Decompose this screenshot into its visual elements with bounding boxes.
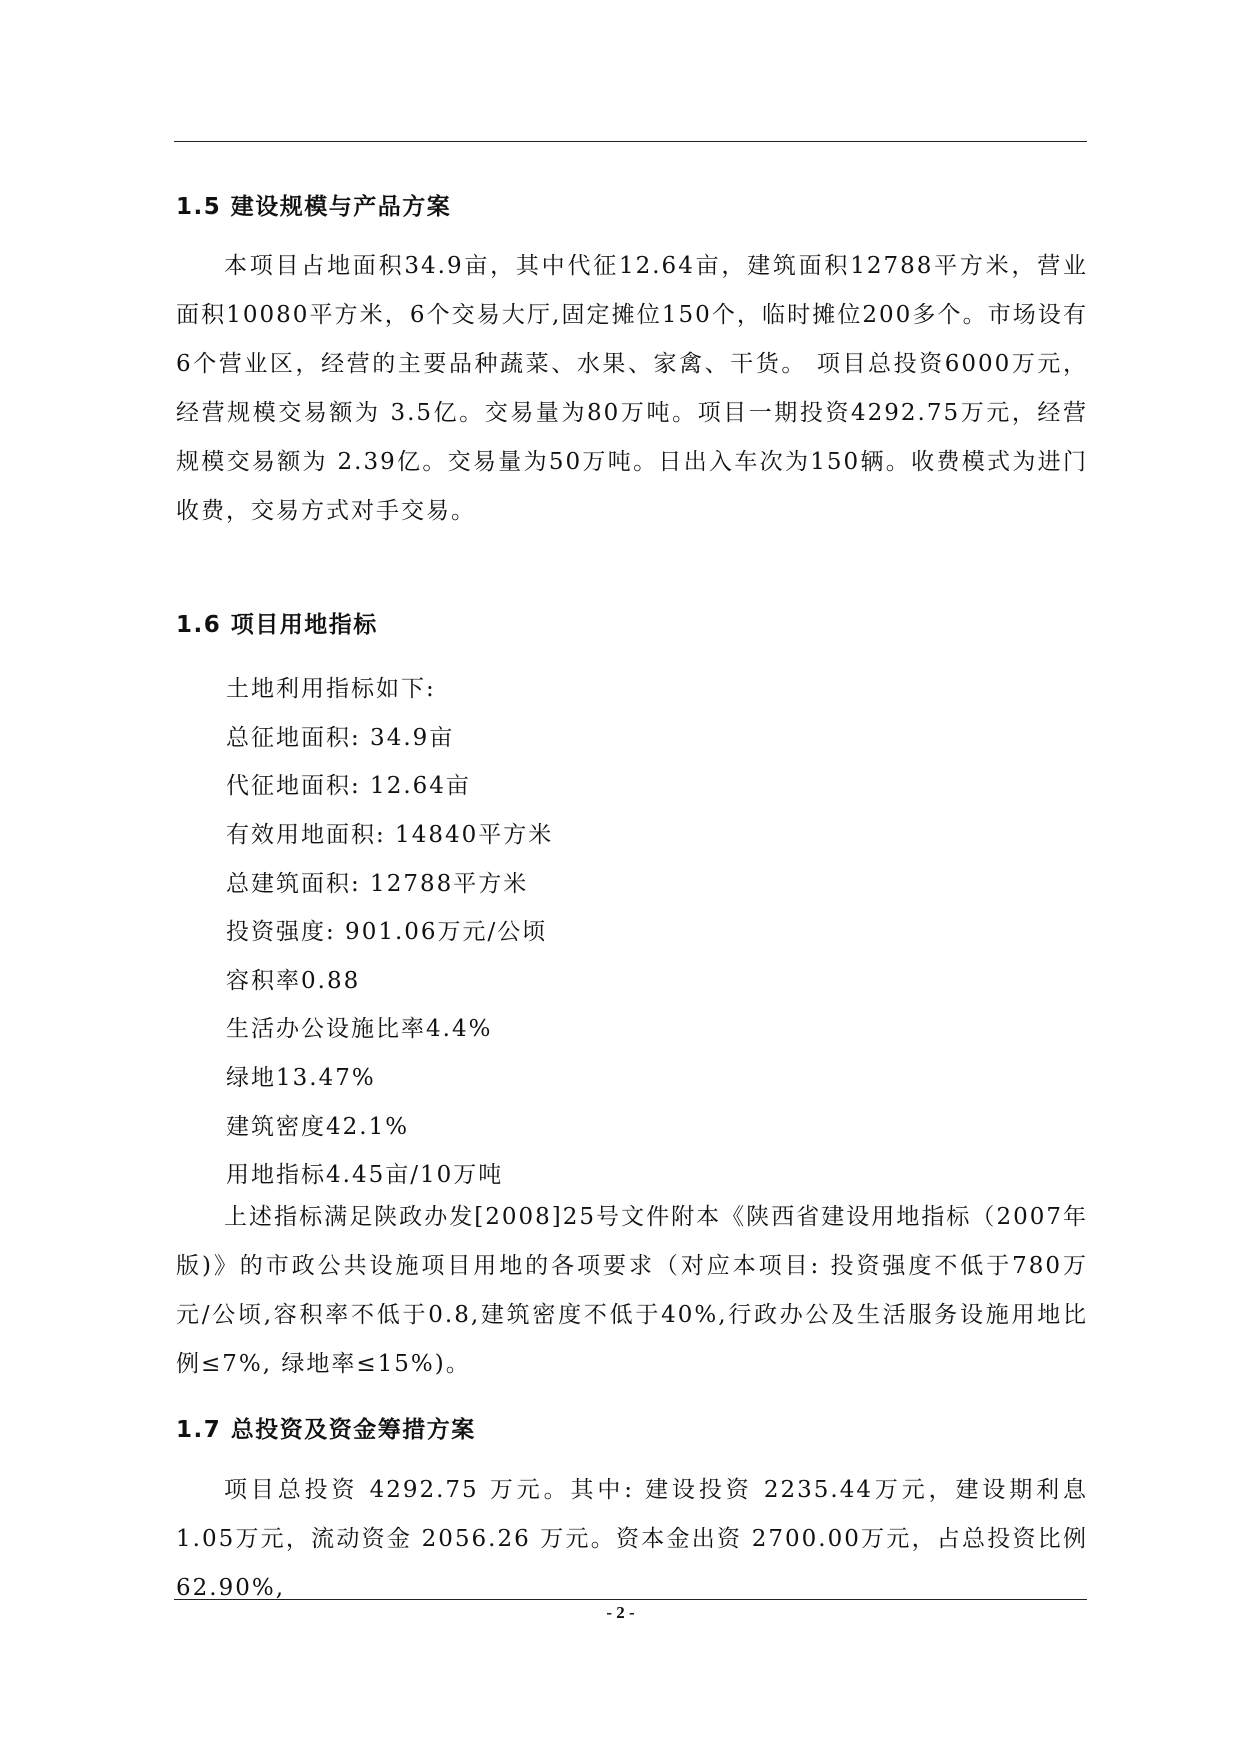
section-heading-1-5: 1.5 建设规模与产品方案	[176, 194, 452, 220]
page-number: - 2 -	[606, 1603, 635, 1622]
section-heading-1-6: 1.6 项目用地指标	[176, 612, 378, 638]
land-index-item: 总征地面积: 34.9亩	[226, 725, 455, 751]
land-index-item: 土地利用指标如下:	[226, 676, 436, 702]
land-index-item: 用地指标4.45亩/10万吨	[226, 1162, 504, 1188]
paragraph-1-6-note: 上述指标满足陕政办发[2008]25号文件附本《陕西省建设用地指标（2007年版)》的市政公共设施项目用地的各项要求（对应本项目: 投资强度不低于780万元/公顷,容积率不低于0.8,建筑密度不低于40%,行政办公及生活服务设施用地比例≤7%, 绿地率≤15%)。	[176, 1204, 1088, 1377]
paragraph-1-7: 项目总投资 4292.75 万元。其中: 建设投资 2235.44万元，建设期利息 1.05万元，流动资金 2056.26 万元。资本金出资 2700.00万元，占总投资比例 62.90%,	[176, 1477, 1088, 1601]
land-index-item: 生活办公设施比率4.4%	[226, 1016, 493, 1042]
footer-rule	[174, 1599, 1087, 1600]
land-index-item: 容积率0.88	[226, 968, 361, 994]
land-index-item: 投资强度: 901.06万元/公顷	[226, 919, 548, 945]
paragraph-1-5: 本项目占地面积34.9亩，其中代征12.64亩，建筑面积12788平方米，营业面积10080平方米，6个交易大厅,固定摊位150个，临时摊位200多个。市场设有6个营业区，经营的主要品种蔬菜、水果、家禽、干货。 项目总投资6000万元，经营规模交易额为 3.5亿。交易量为80万吨。项目一期投资4292.75万元，经营规模交易额为 2.39亿。交易量为50万吨。日出入车次为150辆。收费模式为进门收费，交易方式对手交易。	[176, 253, 1088, 524]
land-index-item: 建筑密度42.1%	[226, 1114, 410, 1140]
header-rule	[174, 141, 1087, 142]
land-index-item: 有效用地面积: 14840平方米	[226, 822, 554, 848]
land-index-item: 总建筑面积: 12788平方米	[226, 871, 529, 897]
land-index-item: 代征地面积: 12.64亩	[226, 773, 471, 799]
section-heading-1-7: 1.7 总投资及资金筹措方案	[176, 1417, 476, 1443]
land-index-item: 绿地13.47%	[226, 1065, 376, 1091]
